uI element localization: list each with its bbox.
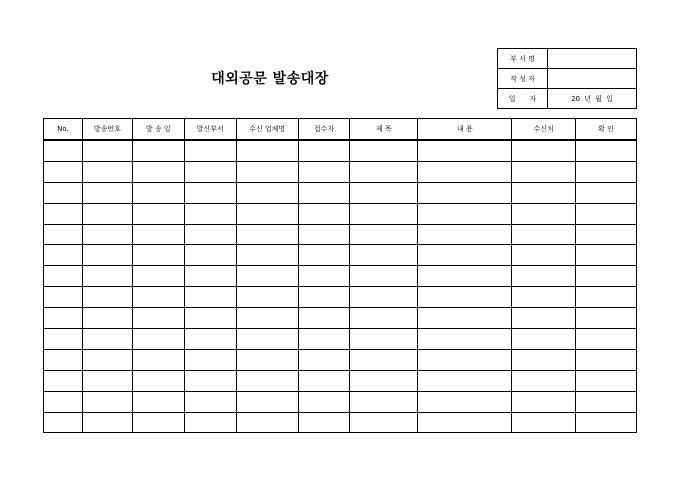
table-cell[interactable] <box>184 412 236 433</box>
table-cell[interactable] <box>132 245 184 266</box>
table-cell[interactable] <box>184 203 236 224</box>
date-value[interactable]: 20 년 월 일 <box>548 89 637 109</box>
table-cell[interactable] <box>576 329 637 350</box>
table-cell[interactable] <box>132 140 184 161</box>
table-cell[interactable] <box>44 391 83 412</box>
table-cell[interactable] <box>576 140 637 161</box>
table-cell[interactable] <box>418 349 512 370</box>
table-cell[interactable] <box>418 161 512 182</box>
table-cell[interactable] <box>350 161 418 182</box>
table-cell[interactable] <box>132 370 184 391</box>
table-cell[interactable] <box>82 161 132 182</box>
date-label: 일 자 <box>498 89 548 109</box>
table-cell[interactable] <box>236 224 298 245</box>
table-row <box>44 182 637 203</box>
table-header-row <box>44 119 637 141</box>
table-cell[interactable] <box>350 182 418 203</box>
table-cell[interactable] <box>236 329 298 350</box>
table-cell[interactable] <box>418 329 512 350</box>
table-cell[interactable] <box>576 391 637 412</box>
table-cell[interactable] <box>82 182 132 203</box>
table-cell[interactable] <box>82 308 132 329</box>
table-cell[interactable] <box>576 266 637 287</box>
table-cell[interactable] <box>82 203 132 224</box>
table-cell[interactable] <box>132 308 184 329</box>
table-cell[interactable] <box>350 391 418 412</box>
table-cell[interactable] <box>298 203 350 224</box>
table-cell[interactable] <box>418 266 512 287</box>
author-label: 작 성 자 <box>498 69 548 89</box>
table-cell[interactable] <box>350 412 418 433</box>
table-cell[interactable] <box>512 161 576 182</box>
table-cell[interactable] <box>44 224 83 245</box>
table-cell[interactable] <box>132 329 184 350</box>
table-cell[interactable] <box>512 266 576 287</box>
table-cell[interactable] <box>82 412 132 433</box>
table-cell[interactable] <box>82 329 132 350</box>
table-row <box>44 349 637 370</box>
table-cell[interactable] <box>512 287 576 308</box>
table-row <box>44 224 637 245</box>
table-cell[interactable] <box>82 245 132 266</box>
table-cell[interactable] <box>418 203 512 224</box>
author-value[interactable] <box>548 69 637 89</box>
table-cell[interactable] <box>184 287 236 308</box>
table-cell[interactable] <box>576 161 637 182</box>
table-cell[interactable] <box>82 370 132 391</box>
table-cell[interactable] <box>418 287 512 308</box>
table-cell[interactable] <box>576 370 637 391</box>
author-info-table <box>497 48 637 109</box>
table-cell[interactable] <box>44 161 83 182</box>
table-cell[interactable] <box>184 224 236 245</box>
table-cell[interactable] <box>512 329 576 350</box>
table-cell[interactable] <box>82 287 132 308</box>
table-cell[interactable] <box>184 245 236 266</box>
table-cell[interactable] <box>512 245 576 266</box>
table-cell[interactable] <box>512 224 576 245</box>
table-cell[interactable] <box>298 370 350 391</box>
table-cell[interactable] <box>418 140 512 161</box>
table-cell[interactable] <box>298 391 350 412</box>
table-cell[interactable] <box>44 203 83 224</box>
table-cell[interactable] <box>418 245 512 266</box>
table-cell[interactable] <box>576 308 637 329</box>
table-cell[interactable] <box>236 266 298 287</box>
table-cell[interactable] <box>350 287 418 308</box>
table-cell[interactable] <box>184 266 236 287</box>
table-cell[interactable] <box>236 370 298 391</box>
column-header-content: 내 용 <box>418 119 512 141</box>
table-cell[interactable] <box>184 349 236 370</box>
table-cell[interactable] <box>298 140 350 161</box>
table-cell[interactable] <box>184 182 236 203</box>
table-cell[interactable] <box>44 308 83 329</box>
table-cell[interactable] <box>298 182 350 203</box>
table-cell[interactable] <box>132 266 184 287</box>
table-cell[interactable] <box>44 349 83 370</box>
table-cell[interactable] <box>298 349 350 370</box>
table-cell[interactable] <box>298 161 350 182</box>
table-cell[interactable] <box>298 224 350 245</box>
info-row-department <box>498 49 637 69</box>
table-cell[interactable] <box>418 182 512 203</box>
table-cell[interactable] <box>44 182 83 203</box>
table-cell[interactable] <box>184 370 236 391</box>
table-cell[interactable] <box>350 266 418 287</box>
column-header-subject: 제 목 <box>350 119 418 141</box>
table-cell[interactable] <box>184 391 236 412</box>
table-cell[interactable] <box>418 391 512 412</box>
table-cell[interactable] <box>298 287 350 308</box>
table-cell[interactable] <box>298 266 350 287</box>
table-row <box>44 287 637 308</box>
table-cell[interactable] <box>576 182 637 203</box>
table-cell[interactable] <box>236 245 298 266</box>
table-row <box>44 266 637 287</box>
table-cell[interactable] <box>350 329 418 350</box>
table-cell[interactable] <box>132 391 184 412</box>
table-row <box>44 203 637 224</box>
info-row-author <box>498 69 637 89</box>
table-cell[interactable] <box>82 391 132 412</box>
table-cell[interactable] <box>298 245 350 266</box>
table-cell[interactable] <box>350 349 418 370</box>
table-cell[interactable] <box>512 391 576 412</box>
table-cell[interactable] <box>350 224 418 245</box>
table-cell[interactable] <box>132 182 184 203</box>
table-row <box>44 161 637 182</box>
column-header-receiver: 접수자 <box>298 119 350 141</box>
table-cell[interactable] <box>184 329 236 350</box>
table-cell[interactable] <box>576 287 637 308</box>
table-cell[interactable] <box>350 245 418 266</box>
table-cell[interactable] <box>236 287 298 308</box>
table-cell[interactable] <box>350 140 418 161</box>
table-cell[interactable] <box>132 287 184 308</box>
table-cell[interactable] <box>236 412 298 433</box>
table-row <box>44 329 637 350</box>
document-title: 대외공문 발송대장 <box>211 71 329 87</box>
table-cell[interactable] <box>298 412 350 433</box>
table-cell[interactable] <box>236 391 298 412</box>
table-cell[interactable] <box>418 308 512 329</box>
table-cell[interactable] <box>576 349 637 370</box>
table-cell[interactable] <box>132 224 184 245</box>
table-cell[interactable] <box>512 182 576 203</box>
table-cell[interactable] <box>44 140 83 161</box>
table-cell[interactable] <box>82 349 132 370</box>
table-cell[interactable] <box>512 308 576 329</box>
table-row <box>44 412 637 433</box>
table-cell[interactable] <box>350 370 418 391</box>
table-cell[interactable] <box>512 203 576 224</box>
table-cell[interactable] <box>132 161 184 182</box>
table-cell[interactable] <box>298 329 350 350</box>
column-header-dispatch-number: 발송번호 <box>82 119 132 141</box>
table-row <box>44 391 637 412</box>
table-cell[interactable] <box>512 412 576 433</box>
table-cell[interactable] <box>82 140 132 161</box>
table-cell[interactable] <box>512 349 576 370</box>
table-cell[interactable] <box>350 308 418 329</box>
column-header-recipient-company: 수신 업체명 <box>236 119 298 141</box>
table-cell[interactable] <box>576 224 637 245</box>
info-row-date <box>498 89 637 109</box>
table-row <box>44 245 637 266</box>
table-cell[interactable] <box>576 245 637 266</box>
table-cell[interactable] <box>44 245 83 266</box>
table-cell[interactable] <box>184 140 236 161</box>
table-cell[interactable] <box>44 370 83 391</box>
table-row <box>44 370 637 391</box>
table-row <box>44 140 637 161</box>
department-value[interactable] <box>548 49 637 69</box>
table-cell[interactable] <box>184 308 236 329</box>
table-cell[interactable] <box>236 203 298 224</box>
table-cell[interactable] <box>512 370 576 391</box>
table-cell[interactable] <box>236 140 298 161</box>
table-cell[interactable] <box>350 203 418 224</box>
table-cell[interactable] <box>236 161 298 182</box>
table-cell[interactable] <box>44 287 83 308</box>
column-header-no: No. <box>44 119 83 141</box>
table-cell[interactable] <box>132 349 184 370</box>
table-cell[interactable] <box>576 412 637 433</box>
column-header-destination: 수신처 <box>512 119 576 141</box>
column-header-sending-department: 발신부서 <box>184 119 236 141</box>
table-cell[interactable] <box>82 224 132 245</box>
table-cell[interactable] <box>236 308 298 329</box>
table-row <box>44 308 637 329</box>
table-cell[interactable] <box>418 370 512 391</box>
table-cell[interactable] <box>418 412 512 433</box>
table-cell[interactable] <box>44 329 83 350</box>
table-cell[interactable] <box>44 412 83 433</box>
table-cell[interactable] <box>236 349 298 370</box>
table-cell[interactable] <box>236 182 298 203</box>
table-cell[interactable] <box>44 266 83 287</box>
column-header-dispatch-date: 발 송 일 <box>132 119 184 141</box>
table-cell[interactable] <box>82 266 132 287</box>
dispatch-register-table <box>43 118 637 433</box>
table-cell[interactable] <box>418 224 512 245</box>
table-cell[interactable] <box>184 161 236 182</box>
column-header-confirmation: 확 인 <box>576 119 637 141</box>
table-cell[interactable] <box>132 203 184 224</box>
table-cell[interactable] <box>132 412 184 433</box>
table-body <box>44 140 637 433</box>
department-label: 부 서 명 <box>498 49 548 69</box>
table-cell[interactable] <box>576 203 637 224</box>
table-cell[interactable] <box>512 140 576 161</box>
table-cell[interactable] <box>298 308 350 329</box>
